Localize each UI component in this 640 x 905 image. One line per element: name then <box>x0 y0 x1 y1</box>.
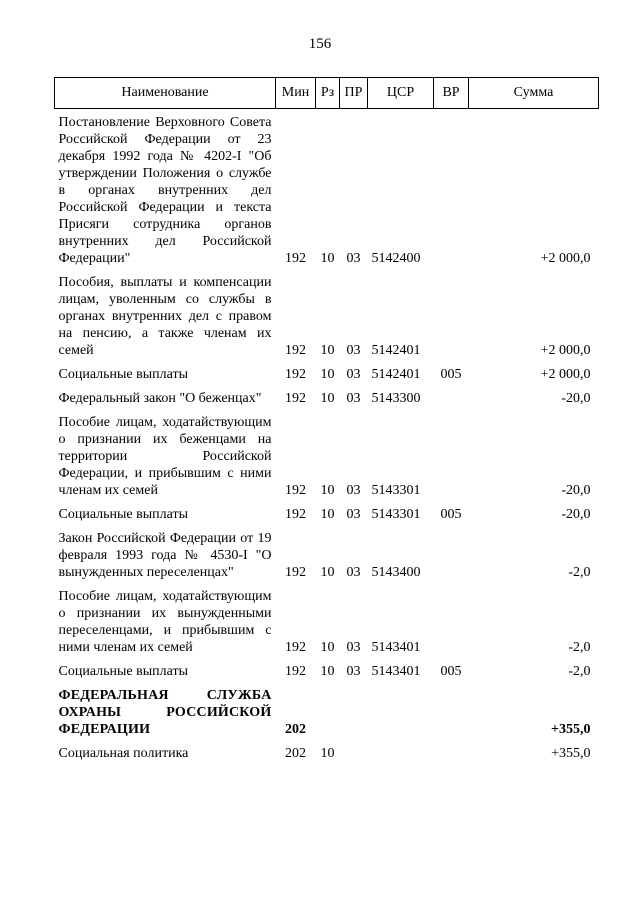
row-vr <box>434 745 469 769</box>
row-csr: 5142401 <box>371 367 421 382</box>
row-rz: 10 <box>320 391 335 406</box>
row-vr <box>434 687 469 745</box>
row-name <box>55 506 276 530</box>
row-name-text: Социальные выплаты <box>58 367 189 382</box>
header-name: Наименование <box>55 78 276 109</box>
row-name <box>55 588 276 663</box>
row-min: 192 <box>285 251 306 266</box>
row-name <box>55 414 276 506</box>
row-csr <box>368 687 434 745</box>
table-row <box>55 530 599 588</box>
row-min: 202 <box>285 746 306 761</box>
row-pr <box>340 687 368 745</box>
row-name-text: Пособие лицам, ходатайствующим о признании их беженцами на территории Российской Федерации, и прибывшим с ними членам их семей <box>58 415 272 498</box>
row-vr <box>434 588 469 663</box>
row-name <box>55 390 276 414</box>
row-pr: 03 <box>346 391 361 406</box>
header-vr: ВР <box>434 78 469 109</box>
row-pr: 03 <box>346 507 361 522</box>
row-vr <box>434 530 469 588</box>
row-min: 192 <box>285 507 306 522</box>
row-name <box>55 745 276 769</box>
row-vr <box>434 390 469 414</box>
row-sum: +2 000,0 <box>540 367 591 382</box>
table-row <box>55 588 599 663</box>
row-csr: 5142401 <box>371 343 421 358</box>
row-name-text: Социальные выплаты <box>58 664 189 679</box>
row-vr: 005 <box>440 664 462 679</box>
row-pr: 03 <box>346 565 361 580</box>
row-csr: 5143300 <box>371 391 421 406</box>
row-csr: 5142400 <box>371 251 421 266</box>
row-rz: 10 <box>320 746 335 761</box>
row-rz: 10 <box>320 483 335 498</box>
row-name <box>55 109 276 275</box>
row-csr: 5143400 <box>371 565 421 580</box>
row-min: 192 <box>285 343 306 358</box>
row-sum: +2 000,0 <box>540 251 591 266</box>
row-rz: 10 <box>320 664 335 679</box>
row-name <box>55 687 276 745</box>
row-min: 192 <box>285 391 306 406</box>
header-pr: ПР <box>340 78 368 109</box>
row-pr: 03 <box>346 483 361 498</box>
header-min: Мин <box>276 78 316 109</box>
row-sum: +355,0 <box>551 746 591 761</box>
row-name <box>55 366 276 390</box>
row-vr: 005 <box>440 367 462 382</box>
row-pr: 03 <box>346 343 361 358</box>
row-pr: 03 <box>346 367 361 382</box>
table-row <box>55 109 599 275</box>
row-vr: 005 <box>440 507 462 522</box>
row-min: 192 <box>285 565 306 580</box>
page-number: 156 <box>308 36 332 52</box>
row-name-text: Пособия, выплаты и компенсации лицам, уволенным со службы в органах внутренних дел с правом на пенсию, а также членам их семей <box>58 275 272 358</box>
table-row <box>55 390 599 414</box>
row-min: 192 <box>285 483 306 498</box>
row-rz: 10 <box>320 251 335 266</box>
row-csr: 5143301 <box>371 483 421 498</box>
row-name <box>55 274 276 366</box>
row-name-text: Социальные выплаты <box>58 507 189 522</box>
table-row <box>55 366 599 390</box>
table-row <box>55 274 599 366</box>
row-name-text: Федеральный закон "О беженцах" <box>58 391 262 406</box>
row-pr: 03 <box>346 251 361 266</box>
header-csr: ЦСР <box>368 78 434 109</box>
row-name-text: Постановление Верховного Совета Российской Федерации от 23 декабря 1992 года № 4202-I "Об утверждении Положения о службе в органах внутренних дел Российской Федерации и текста Присяги сотрудника органов внутренних дел Российской Федерации" <box>58 115 272 266</box>
row-min: 192 <box>285 367 306 382</box>
table-header <box>55 78 599 109</box>
table-row <box>55 414 599 506</box>
row-name-text: Социальная политика <box>58 746 189 761</box>
row-rz: 10 <box>320 343 335 358</box>
row-pr: 03 <box>346 664 361 679</box>
header-sum: Сумма <box>469 78 599 109</box>
table-row <box>55 663 599 687</box>
row-pr <box>340 745 368 769</box>
row-rz: 10 <box>320 507 335 522</box>
row-sum: -2,0 <box>568 640 591 655</box>
row-min: 192 <box>285 664 306 679</box>
row-rz <box>316 687 340 745</box>
row-name-text: Закон Российской Федерации от 19 февраля 1993 года № 4530-I "О вынужденных переселенцах" <box>58 531 272 580</box>
row-sum: +2 000,0 <box>540 343 591 358</box>
row-rz: 10 <box>320 640 335 655</box>
table-row <box>55 745 599 769</box>
row-csr: 5143401 <box>371 664 421 679</box>
row-min: 202 <box>285 722 306 737</box>
budget-table <box>54 77 599 769</box>
row-vr <box>434 274 469 366</box>
row-name <box>55 663 276 687</box>
row-vr <box>434 414 469 506</box>
row-sum: -2,0 <box>568 565 591 580</box>
row-pr: 03 <box>346 640 361 655</box>
table-row <box>55 687 599 745</box>
header-rz: Рз <box>316 78 340 109</box>
row-name-text: ФЕДЕРАЛЬНАЯ СЛУЖБА ОХРАНЫ РОССИЙСКОЙ ФЕДЕРАЦИИ <box>58 688 272 737</box>
row-vr <box>434 109 469 275</box>
row-name-text: Пособие лицам, ходатайствующим о признании их вынужденными переселенцами, и прибывшим с ними членам их семей <box>58 589 272 655</box>
row-rz: 10 <box>320 565 335 580</box>
row-rz: 10 <box>320 367 335 382</box>
row-min: 192 <box>285 640 306 655</box>
row-sum: -20,0 <box>561 483 591 498</box>
row-csr: 5143301 <box>371 507 421 522</box>
row-sum: -20,0 <box>561 391 591 406</box>
row-sum: -20,0 <box>561 507 591 522</box>
row-csr <box>368 745 434 769</box>
row-csr: 5143401 <box>371 640 421 655</box>
row-name <box>55 530 276 588</box>
row-sum: +355,0 <box>551 722 591 737</box>
row-sum: -2,0 <box>568 664 591 679</box>
table-row <box>55 506 599 530</box>
